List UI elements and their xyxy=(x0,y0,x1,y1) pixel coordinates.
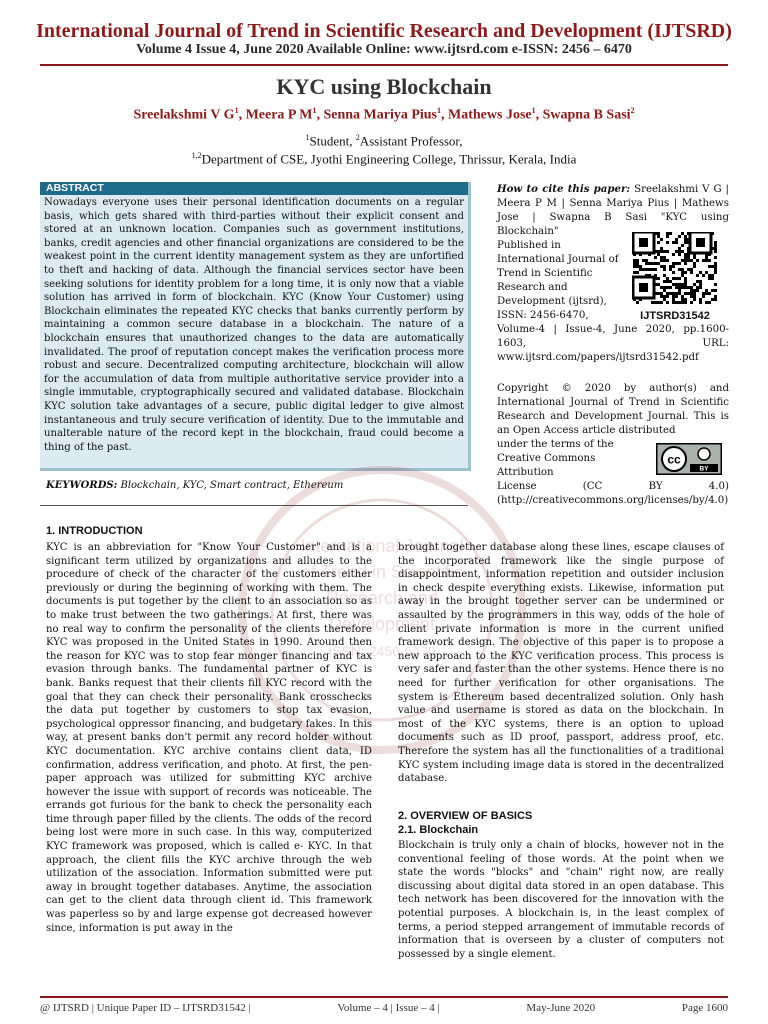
footer-issue: Volume – 4 | Issue – 4 | xyxy=(337,1002,440,1014)
svg-text:Development: Development xyxy=(328,614,436,634)
page-footer xyxy=(40,1002,728,1014)
svg-text:of Trend in Scientific: of Trend in Scientific xyxy=(300,562,464,582)
cite-tail-text: Volume-4 | Issue-4, June 2020, pp.1600-1603, URL: www.ijtsrd.com/papers/ijtsrd31542.pdf xyxy=(497,324,729,363)
footer-rule xyxy=(40,996,728,998)
affiliation-department: $^{1,2}$Department of CSE, Jyothi Engineering College, Thrissur, Kerala, India xyxy=(191,151,577,167)
abstract-text: Nowadays everyone uses their personal identification documents on a regular basis, which gets shared with third-parties without their explicit consent and stored at an unknown location. Companies such as government institutions, banks, credit agencies and other financial organizations are considered to be the weakest point in the current identity management system as they are unfortified to theft and hacking of data. Although the financial services sector have been seeking solutions for identity problem for a long time, it is only now that a viable solution has arrived in form of blockchain. KYC (Know Your Customer) using Blockchain eliminates the repeated KYC checks that banks currently perform by maintaining a common secure database in a blockchain. The nature of a blockchain ensures that unauthorized changes to the data are automatically invalidated. The proof of reputation concept makes the verification process more robust and secure. Decentralized computing architecture, blockchain will allow for the accumulation of data from multiple authoritative service provider into a single immutable, cryptographically secured and validated database. Blockchain KYC solution take advantages of a secure, public digital ledger to give almost instantaneous and truly secure verification of identity. Due to the immutable and unalterable nature of the record kept in the blockchain, fraud could become a thing of the past. xyxy=(44,197,464,453)
svg-text:Research and: Research and xyxy=(325,588,439,608)
author-name: Meera P M xyxy=(245,107,313,123)
journal-name: International Journal of Trend in Scientific Research and Development (IJTSRD) xyxy=(36,20,732,42)
svg-text:ISSN: 2456-6470: ISSN: 2456-6470 xyxy=(328,643,436,659)
copyright-text-b: under the terms of the Creative Commons Attribution xyxy=(497,439,614,478)
author-name: Swapna B Sasi xyxy=(542,107,631,123)
author-name: Mathews Jose xyxy=(448,107,532,123)
blockchain-text: Blockchain is truly only a chain of blocks, however not in the conventional feeling of those words. At the point when we state the words "blocks" and "chain" right now, are really discussing about digital data stored in an open database. This tech network has been discovered for the innovation with the potential purposes. A blockchain is, in the least complex of terms, a period stepped arrangement of immutable records of information that is overseen by a cluster of computers not possessed by a single element. xyxy=(398,840,724,960)
intro-text-left: KYC is an abbreviation for "Know Your Customer" and is a significant term utilized by organizations and alludes to the procedure of check of the character of the customers either previously or during the beginning of working with them. The documents is put together by the client to an association so as to make trust between the two gatherings. At first, there was no real way to confirm the personality of the clients therefore KYC was proposed in the United States in 1990. Around then the reason for KYC was to stop fear monger financing and tax evasion through banks. The fundamental partner of KYC is bank. Banks request that their clients fill KYC record with the goal that they can check their personality. Bank crosschecks the data put together by customers to stop tax evasion, psychological oppressor financing, and budgetary fakes. In this way, at present banks don't permit any record holder without KYC documentation. KYC archive contains client data, ID confirmation, address verification, and photo. At first, the pen-paper approach was utilized for submitting KYC archive however the issue with support of records was noticeable. The errands got furious for the bank to check the personality each time through paper filled by the clients. The odds of the record being lost were more in such case. In this way, computerized KYC framework was proposed, which is called e- KYC. In that approach, the client fills the KYC archive through the web utilization of the association. Information submitted were put away in brought together databases. Anytime, the association can get to the client data through client id. This framework was paperless so by and large expense got decreased however since, information is put away in the xyxy=(46,542,372,934)
affiliation-roles: $^1$Student, $^2$Assistant Professor, xyxy=(305,133,463,149)
footer-left: @ IJTSRD | Unique Paper ID – IJTSRD31542 | xyxy=(40,1002,251,1014)
copyright-text-c: License (CC BY 4.0) (http://creativecommons.org/licenses/by/4.0) xyxy=(497,481,729,506)
copyright-text-a: Copyright © 2020 by author(s) and International Journal of Trend in Scientific Research and Development Journal. This is an Open Access article distributed xyxy=(497,383,729,436)
cc-by-license-icon xyxy=(656,443,722,475)
cite-head-text: Sreelakshmi V G | Meera P M | Senna Mariya Pius | Mathews Jose | Swapna B Sasi "KYC using Blockchain" xyxy=(497,184,729,237)
intro-text-right: brought together database along these lines, escape clauses of the incorporated framework like the single purpose of disappointment, information repetition and outsider inclusion in check despite everything exists. Likewise, information put away in the brought together server can be undermined or assaulted by the programmers in this way, odds of the hole of client private information is more in the current unified framework design. The objective of this paper is to propose a new approach to the KYC verification process. This process is very safer and faster than the other systems. Hence there is no need for further verification for other organisations. The system is Ethereum based decentralized solution. Only hash value and username is stored as data on the blockchain. In most of the KYC systems, there is an option to upload documents such as ID proof, passport, address proof, etc. Therefore the system has all the functionalities of a traditional KYC system including image data is stored in the decentralized database. xyxy=(398,542,724,785)
author-name: Sreelakshmi V G xyxy=(133,107,235,123)
by-badge-label: BY xyxy=(699,465,709,473)
keywords: KEYWORDS: Blockchain, KYC, Smart contract, Ethereum xyxy=(46,480,344,491)
cite-body-text: Published in International Journal of Trend in Scientific Research and Development (ijtsrd), ISSN: 2456-6470, xyxy=(497,240,619,321)
abstract-heading: ABSTRACT xyxy=(40,182,468,195)
header-rule xyxy=(40,64,728,66)
qr-code-icon xyxy=(632,232,718,304)
cite-label: How to cite this paper: xyxy=(497,183,631,195)
cc-badge-label: cc xyxy=(667,452,681,467)
paper-title: KYC using Blockchain xyxy=(276,74,492,99)
paper-id: IJTSRD31542 xyxy=(640,310,710,322)
abstract-box xyxy=(40,182,471,471)
blockchain-heading: 2.1. Blockchain xyxy=(398,824,479,836)
footer-date: May-June 2020 xyxy=(526,1002,596,1014)
author-list: Sreelakshmi V $G^1$, Meera P $M^1$, Senna Mariya Pius$^1$, Mathews Jose$^1$, Swapna B Sasi$^2$ xyxy=(133,106,635,123)
volume-info: Volume 4 Issue 4, June 2020 Available Online: www.ijtsrd.com e-ISSN: 2456 – 6470 xyxy=(136,42,632,57)
svg-text:International Journal: International Journal xyxy=(300,536,464,556)
intro-heading: 1. INTRODUCTION xyxy=(46,525,143,537)
overview-heading: 2. OVERVIEW OF BASICS xyxy=(398,810,533,822)
author-name: Senna Mariya Pius xyxy=(323,107,438,123)
footer-page: Page 1600 xyxy=(681,1002,728,1014)
